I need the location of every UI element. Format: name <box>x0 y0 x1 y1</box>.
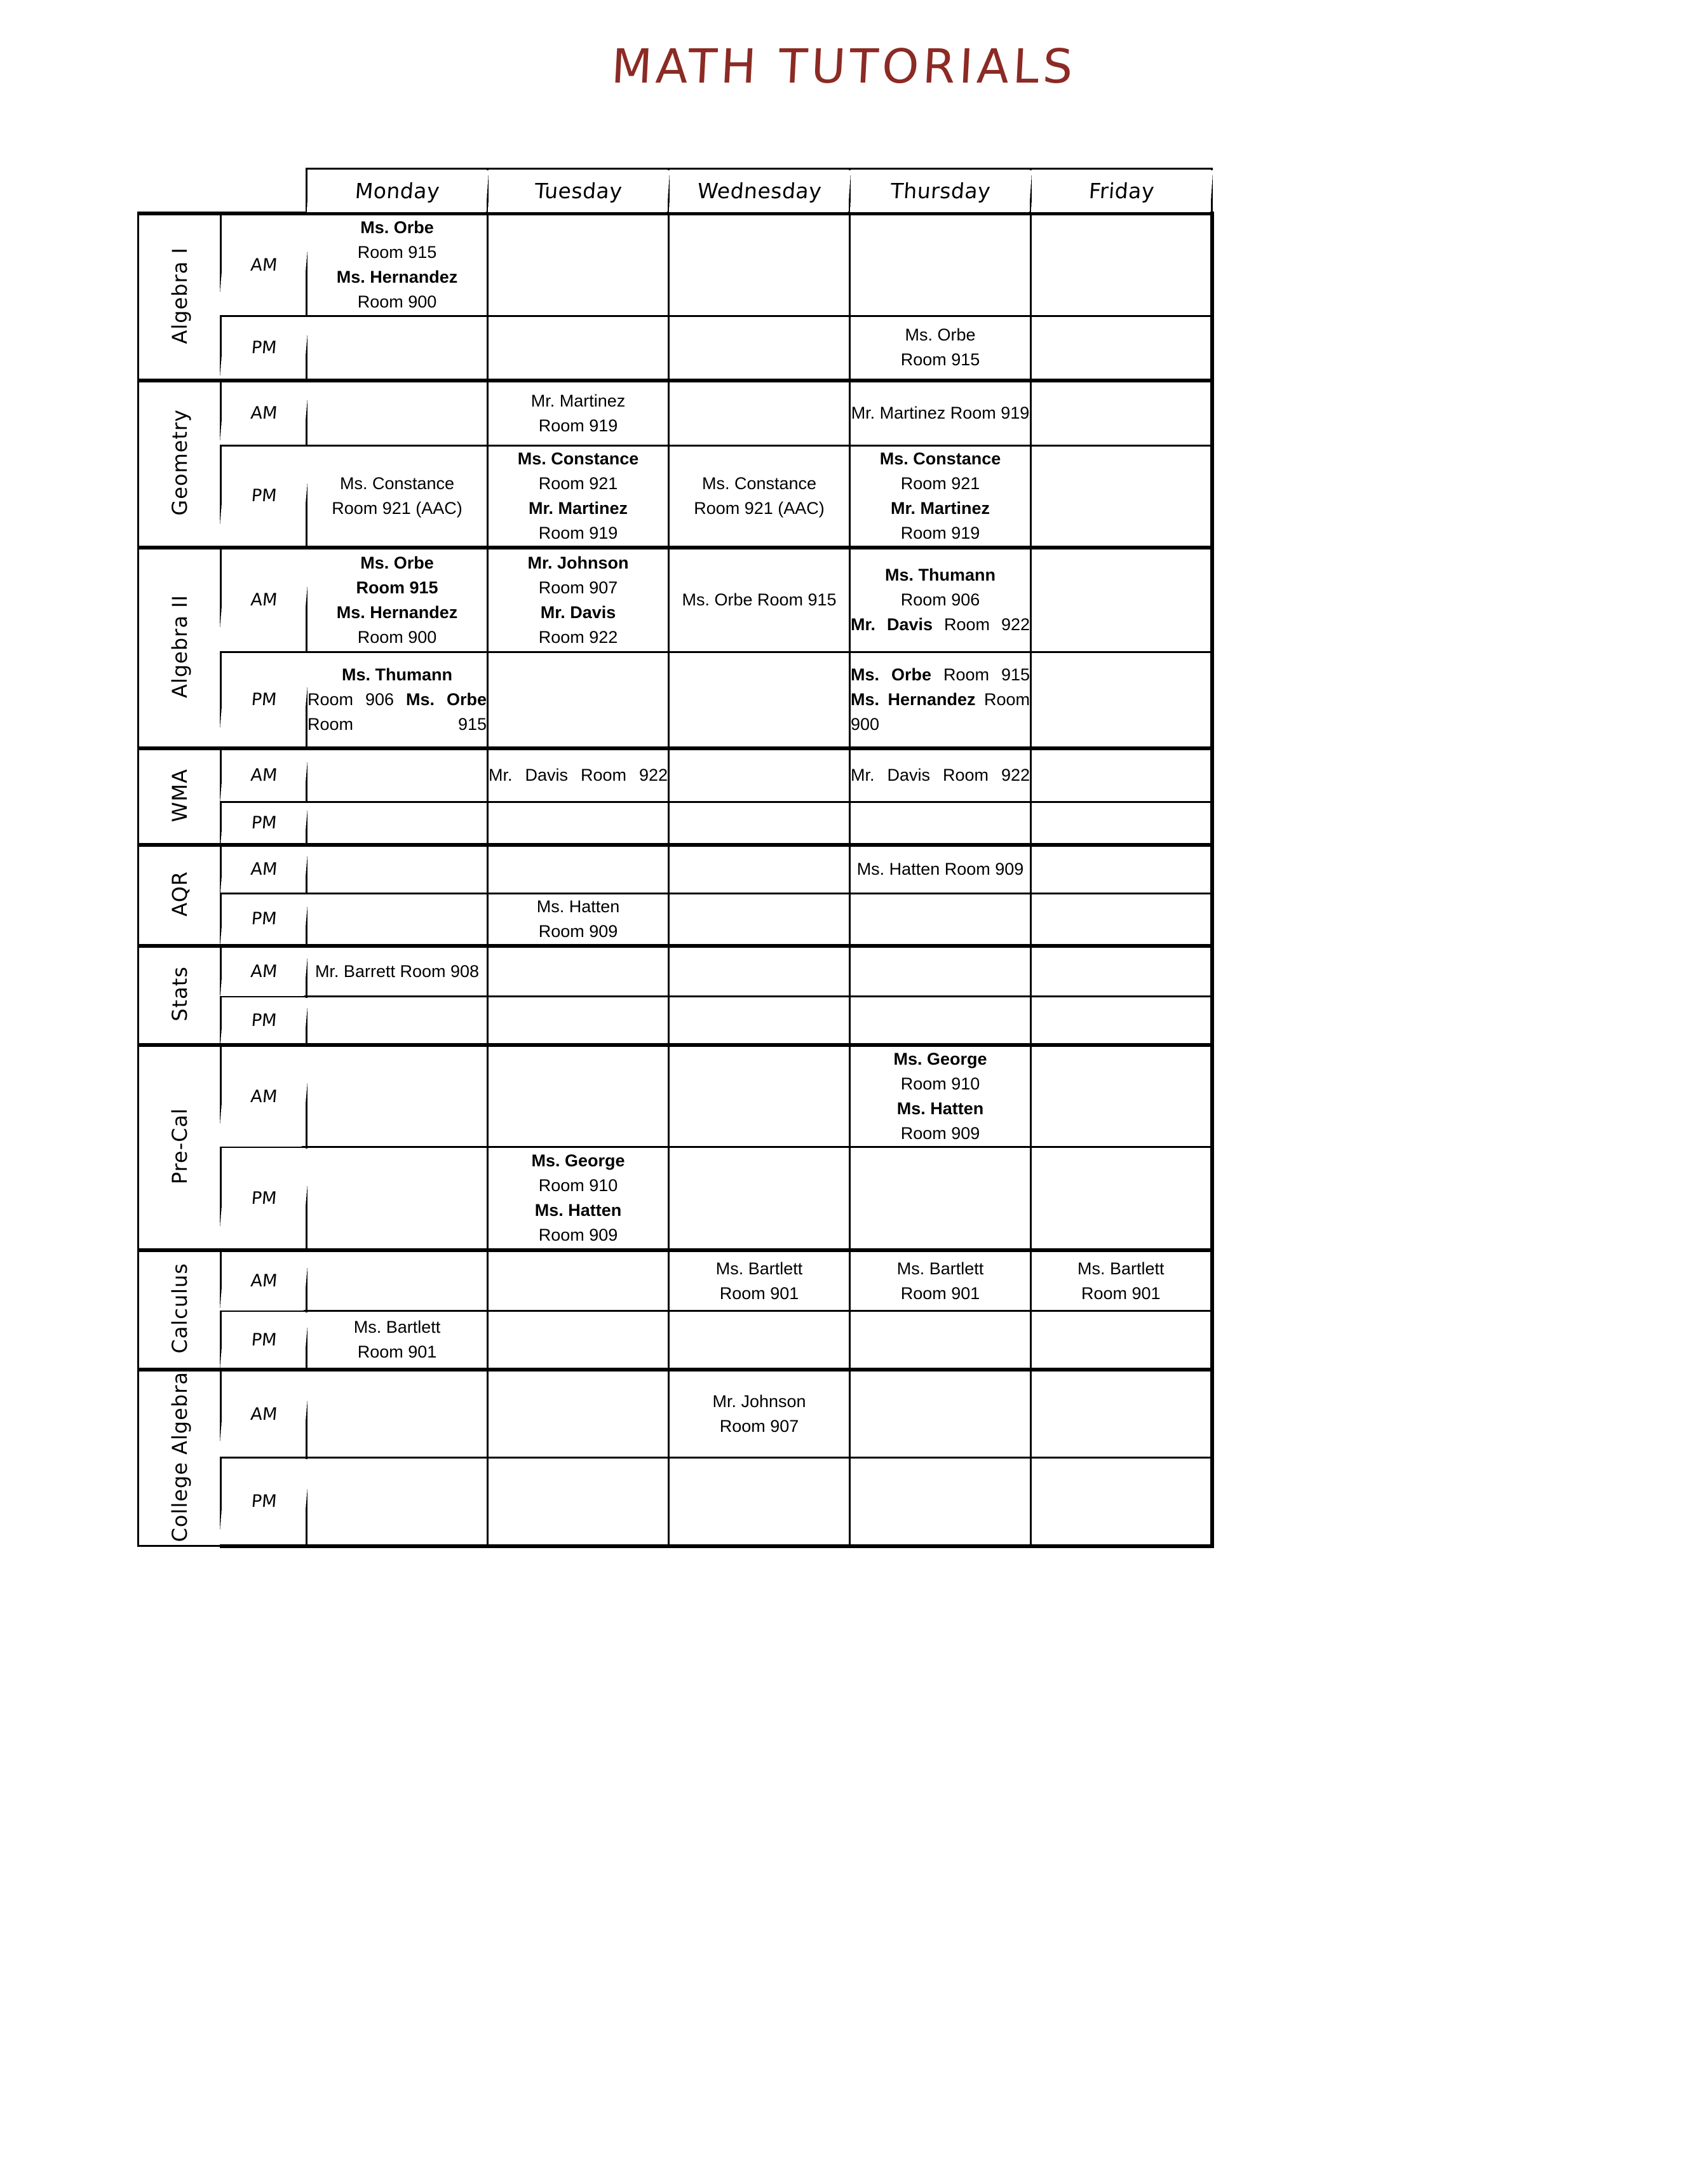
schedule-cell[interactable] <box>850 1045 1031 1147</box>
schedule-cell[interactable] <box>669 1311 850 1370</box>
schedule-cell[interactable] <box>850 1250 1031 1311</box>
schedule-cell[interactable] <box>488 381 669 445</box>
cell-line: Room 901 <box>1081 1283 1161 1303</box>
cell-line: Ms. Constance <box>517 448 639 468</box>
schedule-cell[interactable] <box>850 316 1031 381</box>
schedule-cell[interactable] <box>1031 1045 1212 1147</box>
day-header-friday: Friday <box>1029 169 1213 214</box>
cell-line: Ms. Hernandez <box>336 602 458 622</box>
period-label-pm: PM <box>217 652 311 748</box>
cell-line: Room 907 <box>538 577 618 597</box>
subject-label-text: Algebra II <box>167 595 192 699</box>
day-header-row <box>138 169 1212 214</box>
cell-line: Mr. Martinez <box>528 498 628 518</box>
cell-line: Room 909 <box>538 1225 618 1245</box>
schedule-cell[interactable] <box>1031 997 1212 1045</box>
period-label-pm: PM <box>218 1311 309 1370</box>
schedule-cell[interactable] <box>669 1370 850 1458</box>
cell-line: Ms. Constance <box>701 473 817 493</box>
cell-line: Room 910 <box>538 1176 618 1196</box>
schedule-cell[interactable] <box>850 381 1031 445</box>
schedule-cell[interactable] <box>488 946 669 997</box>
cell-line: Ms. Constance <box>339 473 455 493</box>
cell-line: Room 900 <box>357 628 437 647</box>
cell-line: Mr. Barrett Room 908 <box>314 962 480 981</box>
schedule-cell[interactable] <box>488 1045 669 1147</box>
schedule-cell[interactable] <box>307 1311 488 1370</box>
cell-token: Room 906 <box>307 689 395 709</box>
schedule-cell[interactable] <box>1031 1458 1212 1546</box>
cell-line: Room 901 <box>900 1283 980 1303</box>
cell-line: Room 909 <box>900 1124 980 1143</box>
period-label-am: AM <box>217 1370 310 1458</box>
schedule-cell[interactable] <box>307 445 488 548</box>
period-label-am: AM <box>216 1045 311 1147</box>
schedule-cell[interactable] <box>1031 1370 1212 1458</box>
schedule-row <box>138 1147 1212 1250</box>
schedule-cell[interactable] <box>307 1250 488 1311</box>
cell-token: Mr. Davis <box>851 615 933 635</box>
schedule-cell[interactable] <box>850 845 1031 893</box>
cell-line: Ms. Hatten Room 909 <box>856 859 1024 879</box>
schedule-cell[interactable] <box>1031 1147 1212 1250</box>
schedule-cell[interactable] <box>307 316 488 381</box>
cell-line: Mr. Davis <box>540 602 616 622</box>
schedule-row <box>138 381 1212 445</box>
schedule-row <box>138 1045 1212 1147</box>
schedule-cell[interactable] <box>850 893 1031 946</box>
schedule-cell[interactable] <box>307 1045 488 1147</box>
period-label-pm: PM <box>218 316 309 381</box>
cell-token: Room 922 <box>580 765 668 785</box>
schedule-cell[interactable] <box>850 652 1031 748</box>
schedule-cell[interactable] <box>1031 213 1212 316</box>
cell-token: Ms. Orbe <box>851 664 931 684</box>
schedule-table-wrapper <box>137 168 1211 1548</box>
cell-line: Room 900 <box>357 292 437 312</box>
cell-line: Room 922 <box>538 628 618 647</box>
cell-token: Ms. Hernandez <box>851 689 976 709</box>
schedule-cell[interactable] <box>1031 802 1212 845</box>
period-label-pm: PM <box>216 1147 311 1250</box>
schedule-cell[interactable] <box>307 997 488 1045</box>
header-spacer-subject <box>138 169 221 214</box>
schedule-cell[interactable] <box>850 1458 1031 1546</box>
cell-token: Ms. Orbe <box>406 689 487 709</box>
schedule-cell[interactable] <box>307 652 488 748</box>
cell-line: Ms. Bartlett <box>353 1318 441 1337</box>
cell-line: Mr. Martinez Room 919 <box>851 403 1030 423</box>
cell-line: Ms. Thumann <box>885 565 996 585</box>
cell-line: Room 921 <box>900 473 980 493</box>
cell-line: Room 915 <box>356 577 438 597</box>
schedule-cell[interactable] <box>850 1147 1031 1250</box>
schedule-cell[interactable] <box>669 1250 850 1311</box>
cell-line: Ms. George <box>893 1049 987 1068</box>
table-head <box>138 169 1212 214</box>
cell-line: Ms. Hatten <box>534 1201 622 1220</box>
schedule-cell[interactable] <box>488 997 669 1045</box>
schedule-cell[interactable] <box>1031 1311 1212 1370</box>
schedule-cell[interactable] <box>307 1458 488 1546</box>
cell-token: Room 915 <box>307 714 487 734</box>
subject-label-text: Pre-Cal <box>167 1107 192 1185</box>
schedule-cell[interactable] <box>1031 445 1212 548</box>
schedule-cell[interactable] <box>1031 652 1212 748</box>
schedule-cell[interactable] <box>307 381 488 445</box>
schedule-cell[interactable] <box>669 1147 850 1250</box>
schedule-cell[interactable] <box>669 1458 850 1546</box>
schedule-cell[interactable] <box>850 1370 1031 1458</box>
subject-label-college-algebra <box>138 1370 221 1546</box>
cell-token: Room 922 <box>942 765 1030 785</box>
table-body <box>138 213 1212 1546</box>
subject-label-wma <box>138 748 221 845</box>
schedule-cell[interactable] <box>488 893 669 946</box>
cell-justified-block <box>307 687 487 737</box>
schedule-cell[interactable] <box>488 316 669 381</box>
cell-token: Room 900 <box>851 689 1030 734</box>
schedule-cell[interactable] <box>1031 845 1212 893</box>
schedule-row <box>138 997 1212 1045</box>
schedule-row <box>138 1458 1212 1546</box>
schedule-cell[interactable] <box>307 802 488 845</box>
page-title: MATH TUTORIALS <box>610 39 1078 94</box>
schedule-row <box>138 1311 1212 1370</box>
cell-line: Ms. Bartlett <box>715 1258 803 1278</box>
period-label-pm: PM <box>216 445 311 548</box>
schedule-row <box>138 893 1212 946</box>
schedule-cell[interactable] <box>669 213 850 316</box>
cell-token: Mr. Davis <box>489 765 568 785</box>
cell-line: Ms. Hatten <box>896 1099 984 1119</box>
schedule-row <box>138 652 1212 748</box>
subject-label-stats <box>138 946 221 1045</box>
cell-justified-block <box>851 763 1030 788</box>
schedule-cell[interactable] <box>307 845 488 893</box>
schedule-cell[interactable] <box>488 748 669 802</box>
cell-line: Mr. Martinez <box>890 498 990 518</box>
schedule-cell[interactable] <box>307 946 488 997</box>
cell-line: Mr. Johnson <box>527 553 629 572</box>
cell-line: Mr. Martinez <box>530 391 626 410</box>
day-header-wednesday: Wednesday <box>667 169 851 214</box>
schedule-cell[interactable] <box>488 1147 669 1250</box>
cell-line: Room 919 <box>538 415 618 435</box>
schedule-cell[interactable] <box>669 548 850 652</box>
cell-line: Ms. Thumann <box>342 664 452 684</box>
cell-line: Ms. George <box>531 1150 625 1170</box>
period-label-am: AM <box>216 213 311 316</box>
schedule-cell[interactable] <box>488 213 669 316</box>
schedule-cell[interactable] <box>488 1458 669 1546</box>
schedule-cell[interactable] <box>488 652 669 748</box>
schedule-row <box>138 1250 1212 1311</box>
subject-label-text: Algebra I <box>167 246 192 344</box>
cell-line: Ms. Orbe <box>360 553 434 572</box>
period-label-am: AM <box>219 845 309 893</box>
cell-token: Mr. Davis <box>851 765 930 785</box>
day-header-tuesday: Tuesday <box>486 169 670 214</box>
schedule-cell[interactable] <box>307 213 488 316</box>
subject-label-calculus <box>138 1250 221 1370</box>
schedule-cell[interactable] <box>307 548 488 652</box>
schedule-row <box>138 946 1212 997</box>
cell-line: Room 907 <box>719 1417 799 1436</box>
cell-token: Room 915 <box>943 664 1030 684</box>
cell-line: Ms. Bartlett <box>896 1258 984 1278</box>
cell-line: Ms. Orbe Room 915 <box>682 590 837 610</box>
schedule-cell[interactable] <box>488 445 669 548</box>
schedule-cell[interactable] <box>307 1147 488 1250</box>
cell-justified-block <box>489 763 668 788</box>
math-tutorials-table <box>137 168 1214 1548</box>
schedule-cell[interactable] <box>1031 548 1212 652</box>
subject-label-algebra-i <box>138 213 221 381</box>
schedule-cell[interactable] <box>669 445 850 548</box>
schedule-cell[interactable] <box>669 748 850 802</box>
subject-label-text: Stats <box>167 966 192 1021</box>
schedule-cell[interactable] <box>307 893 488 946</box>
schedule-cell[interactable] <box>488 1250 669 1311</box>
cell-line: Room 919 <box>538 523 618 543</box>
subject-label-geometry <box>138 381 221 548</box>
subject-label-text: Geometry <box>167 409 192 516</box>
cell-line: Ms. Orbe <box>905 325 976 345</box>
schedule-row <box>138 213 1212 316</box>
schedule-cell[interactable] <box>850 997 1031 1045</box>
subject-label-text: Calculus <box>167 1263 192 1354</box>
schedule-cell[interactable] <box>1031 316 1212 381</box>
schedule-cell[interactable] <box>850 802 1031 845</box>
day-header-thursday: Thursday <box>848 169 1032 214</box>
cell-line: Ms. Hatten <box>536 896 620 916</box>
schedule-cell[interactable] <box>488 1370 669 1458</box>
subject-label-text: AQR <box>167 871 192 917</box>
cell-line: Room 921 (AAC) <box>332 498 463 518</box>
schedule-row <box>138 548 1212 652</box>
schedule-cell[interactable] <box>1031 893 1212 946</box>
cell-line: Ms. Hernandez <box>336 267 458 287</box>
schedule-row <box>138 845 1212 893</box>
cell-line: Room 915 <box>900 350 980 370</box>
schedule-cell[interactable] <box>850 445 1031 548</box>
schedule-cell[interactable] <box>669 316 850 381</box>
schedule-cell[interactable] <box>669 946 850 997</box>
period-label-am: AM <box>216 548 311 652</box>
cell-line: Room 915 <box>357 243 437 262</box>
period-label-pm: PM <box>217 1458 310 1546</box>
cell-line: Room 901 <box>719 1283 799 1303</box>
schedule-row <box>138 748 1212 802</box>
schedule-row <box>138 316 1212 381</box>
period-label-pm: PM <box>219 997 309 1045</box>
cell-line: Room 901 <box>357 1342 437 1362</box>
cell-line: Room 909 <box>538 921 618 941</box>
schedule-cell[interactable] <box>307 748 488 802</box>
schedule-cell[interactable] <box>1031 748 1212 802</box>
period-label-am: AM <box>219 748 309 802</box>
schedule-cell[interactable] <box>669 1045 850 1147</box>
schedule-cell[interactable] <box>488 845 669 893</box>
schedule-row <box>138 445 1212 548</box>
cell-line: Ms. Bartlett <box>1077 1258 1165 1278</box>
cell-line: Ms. Orbe <box>360 218 434 237</box>
subject-label-algebra-ii <box>138 548 221 748</box>
cell-line: Room 921 <box>538 473 618 493</box>
cell-line: Mr. Johnson <box>712 1392 806 1412</box>
schedule-cell[interactable] <box>850 1311 1031 1370</box>
cell-line: Room 906 <box>900 590 980 610</box>
schedule-cell[interactable] <box>488 1311 669 1370</box>
schedule-cell[interactable] <box>850 748 1031 802</box>
period-label-pm: PM <box>219 802 309 845</box>
period-label-am: AM <box>218 381 309 445</box>
schedule-cell[interactable] <box>669 802 850 845</box>
schedule-cell[interactable] <box>850 213 1031 316</box>
schedule-cell[interactable] <box>850 548 1031 652</box>
subject-label-aqr <box>138 845 221 946</box>
cell-token: Room 922 <box>943 615 1030 635</box>
cell-justified-block <box>851 663 1030 737</box>
schedule-cell[interactable] <box>488 548 669 652</box>
schedule-cell[interactable] <box>1031 1250 1212 1311</box>
schedule-cell[interactable] <box>669 652 850 748</box>
cell-justified-block <box>851 612 1030 637</box>
schedule-cell[interactable] <box>1031 946 1212 997</box>
header-spacer-period <box>221 169 307 214</box>
schedule-cell[interactable] <box>488 802 669 845</box>
period-label-am: AM <box>218 1250 309 1311</box>
schedule-cell[interactable] <box>669 997 850 1045</box>
cell-line: Room 919 <box>900 523 980 543</box>
schedule-row <box>138 802 1212 845</box>
period-label-am: AM <box>219 946 309 997</box>
schedule-cell[interactable] <box>669 893 850 946</box>
subject-label-text: College Algebra <box>167 1371 192 1542</box>
schedule-cell[interactable] <box>1031 381 1212 445</box>
subject-label-text: WMA <box>167 768 192 822</box>
schedule-cell[interactable] <box>850 946 1031 997</box>
period-label-pm: PM <box>219 893 309 946</box>
schedule-row <box>138 1370 1212 1458</box>
schedule-cell[interactable] <box>307 1370 488 1458</box>
day-header-monday: Monday <box>305 169 489 214</box>
cell-line: Room 910 <box>900 1074 980 1094</box>
cell-line: Ms. Constance <box>879 448 1001 468</box>
schedule-cell[interactable] <box>669 845 850 893</box>
subject-label-pre-cal <box>138 1045 221 1250</box>
cell-line: Room 921 (AAC) <box>694 498 825 518</box>
schedule-cell[interactable] <box>669 381 850 445</box>
